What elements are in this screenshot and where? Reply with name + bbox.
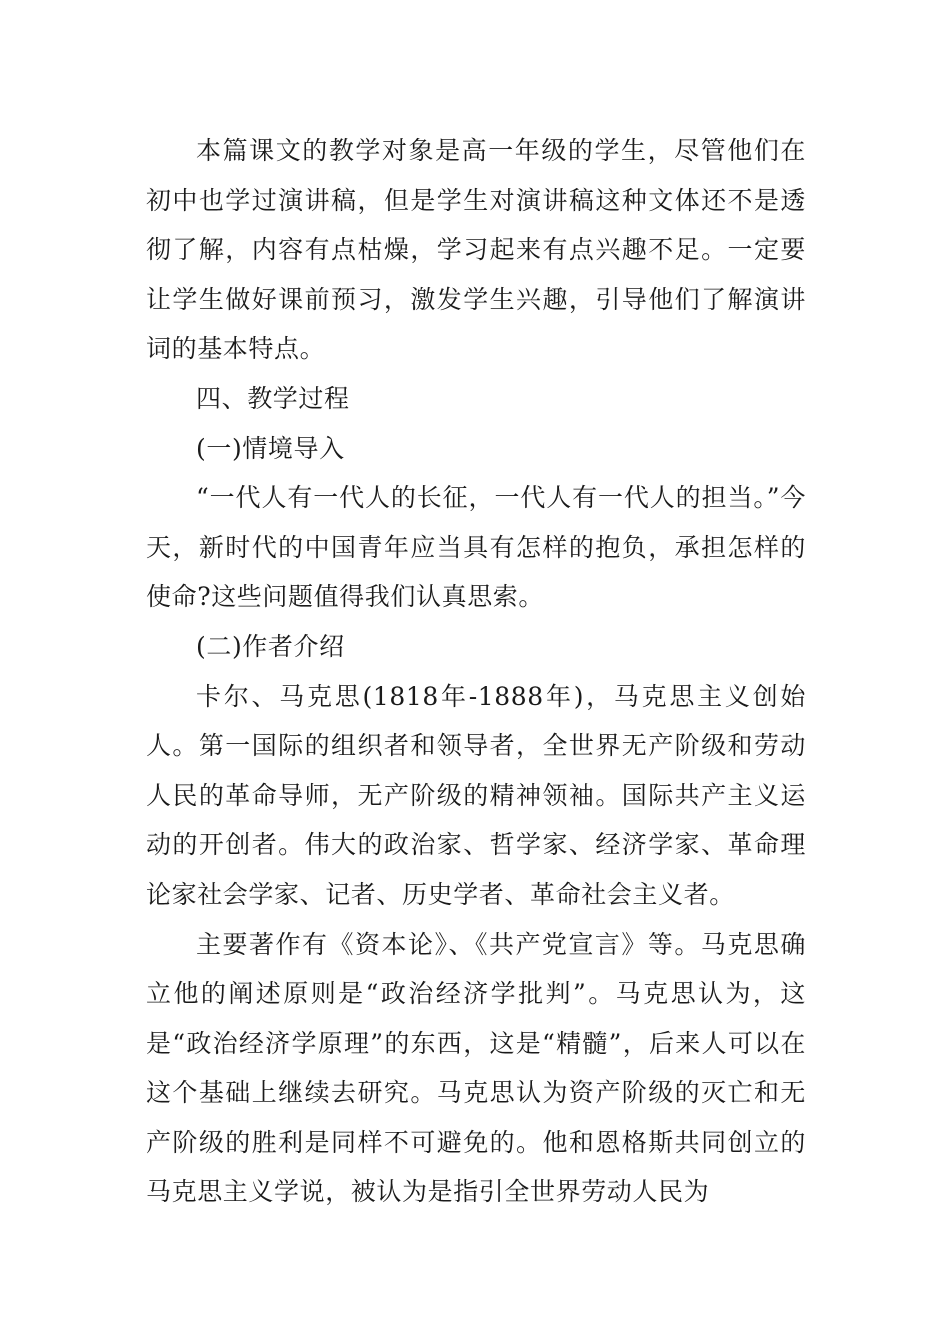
paragraph-author-bio: 卡尔、马克思(1818年-1888年)，马克思主义创始人。第一国际的组织者和领导者，全世界无产阶级和劳动人民的革命导师，无产阶级的精神领袖。国际共产主义运动的开创者。伟大的政治家、哲学家、经济学家、革命理论家社会学家、记者、历史学者、革命社会主义者。	[146, 681, 806, 909]
paragraph-quote-intro: “一代人有一代人的长征，一代人有一代人的担当。”今天，新时代的中国青年应当具有怎样的抱负，承担怎样的使命?这些问题值得我们认真思索。	[146, 483, 806, 612]
paragraph-teaching-object: 本篇课文的教学对象是高一年级的学生，尽管他们在初中也学过演讲稿，但是学生对演讲稿这种文体还不是透彻了解，内容有点枯燥，学习起来有点兴趣不足。一定要让学生做好课前预习，激发学生兴趣，引导他们了解演讲词的基本特点。	[146, 136, 806, 364]
heading-teaching-process: 四、教学过程	[196, 383, 350, 413]
paragraph-major-works: 主要著作有《资本论》、《共产党宣言》等。马克思确立他的阐述原则是“政治经济学批判”。马克思认为，这是“政治经济学原理”的东西，这是“精髓”，后来人可以在这个基础上继续去研究。马克思认为资产阶级的灭亡和无产阶级的胜利是同样不可避免的。他和恩格斯共同创立的马克思主义学说，被认为是指引全世界劳动人民为	[146, 929, 806, 1207]
subheading-situation-intro: (一)情境导入	[196, 433, 345, 463]
subheading-author-intro: (二)作者介绍	[196, 631, 345, 661]
document-page	[146, 126, 806, 1217]
